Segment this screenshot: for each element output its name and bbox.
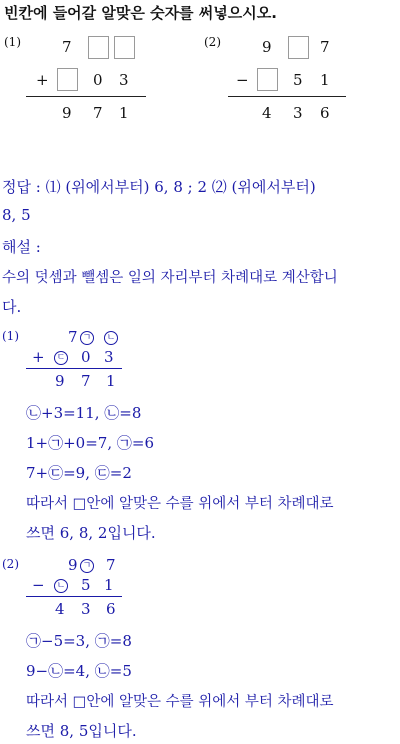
- sol2-digit: 6: [106, 600, 116, 618]
- circled-digeut-icon: ㄷ: [54, 351, 68, 365]
- sol2-operator: −: [32, 576, 45, 594]
- p2-result-digit: 4: [262, 104, 272, 122]
- p1-result-digit: 9: [62, 104, 72, 122]
- sol2-digit: 5: [81, 576, 91, 594]
- explanation-title: 해설 :: [2, 238, 41, 256]
- circled-nieun-icon: ㄴ: [54, 579, 68, 593]
- sol2-digit: 7: [106, 556, 116, 574]
- sol1-label: (1): [2, 329, 19, 343]
- p2-operator: −: [236, 71, 249, 89]
- circled-nieun-icon: ㄴ: [104, 331, 118, 345]
- sol2-conclusion: 따라서 □안에 알맞은 수를 위에서 부터 차례대로: [26, 694, 334, 710]
- p2-digit: 1: [320, 71, 330, 89]
- p2-result-digit: 3: [293, 104, 303, 122]
- circled-giyeok-icon: ㄱ: [80, 559, 94, 573]
- p1-result-digit: 1: [119, 104, 129, 122]
- sol2-step: ㉠−5=3, ㉠=8: [26, 632, 132, 650]
- problem1-label: (1): [4, 35, 21, 49]
- p1-operator: +: [36, 71, 49, 89]
- sol1-step: 7+㉢=9, ㉢=2: [26, 464, 132, 482]
- sol2-conclusion: 쓰면 8, 5입니다.: [26, 722, 137, 740]
- sol1-digit: 0: [81, 348, 91, 366]
- sol1-digit: 1: [106, 372, 116, 390]
- p1-answer-box[interactable]: [57, 68, 78, 91]
- p1-sum-line: [26, 96, 146, 97]
- p1-digit: 0: [93, 71, 103, 89]
- sol1-conclusion: 쓰면 6, 8, 2입니다.: [26, 524, 156, 542]
- sol2-digit: 3: [81, 600, 91, 618]
- sol1-step: ㉡+3=11, ㉡=8: [26, 404, 142, 422]
- p2-result-digit: 6: [320, 104, 330, 122]
- circled-giyeok-icon: ㄱ: [80, 331, 94, 345]
- p1-answer-box[interactable]: [114, 36, 135, 59]
- p2-answer-box[interactable]: [288, 36, 309, 59]
- sol2-digit: 4: [55, 600, 65, 618]
- p1-result-digit: 7: [93, 104, 103, 122]
- sol1-sum-line: [26, 368, 122, 369]
- sol1-digit: 7: [81, 372, 91, 390]
- sol2-digit: 9: [68, 556, 78, 574]
- answer-line: 8, 5: [2, 206, 31, 224]
- p2-digit: 7: [320, 38, 330, 56]
- p2-answer-box[interactable]: [257, 68, 278, 91]
- problem2-label: (2): [204, 35, 221, 49]
- sol2-difference-line: [26, 596, 122, 597]
- explanation-text: 수의 덧셈과 뺄셈은 일의 자리부터 차례대로 계산합니: [2, 270, 338, 286]
- sol2-step: 9−㉡=4, ㉡=5: [26, 662, 132, 680]
- p1-answer-box[interactable]: [88, 36, 109, 59]
- p1-digit: 7: [62, 38, 72, 56]
- p2-digit: 9: [262, 38, 272, 56]
- sol1-step: 1+㉠+0=7, ㉠=6: [26, 434, 154, 452]
- p1-digit: 3: [119, 71, 129, 89]
- sol2-digit: 1: [104, 576, 114, 594]
- p2-digit: 5: [293, 71, 303, 89]
- sol2-label: (2): [2, 557, 19, 571]
- sol1-digit: 7: [68, 328, 78, 346]
- sol1-digit: 9: [55, 372, 65, 390]
- explanation-text: 다.: [2, 298, 22, 316]
- p2-difference-line: [228, 96, 346, 97]
- sol1-digit: 3: [104, 348, 114, 366]
- question-instruction: 빈칸에 들어갈 알맞은 숫자를 써넣으시오.: [4, 4, 277, 22]
- sol1-operator: +: [32, 348, 45, 366]
- answer-line: 정답 : ⑴ (위에서부터) 6, 8 ; 2 ⑵ (위에서부터): [2, 178, 316, 196]
- sol1-conclusion: 따라서 □안에 알맞은 수를 위에서 부터 차례대로: [26, 496, 334, 512]
